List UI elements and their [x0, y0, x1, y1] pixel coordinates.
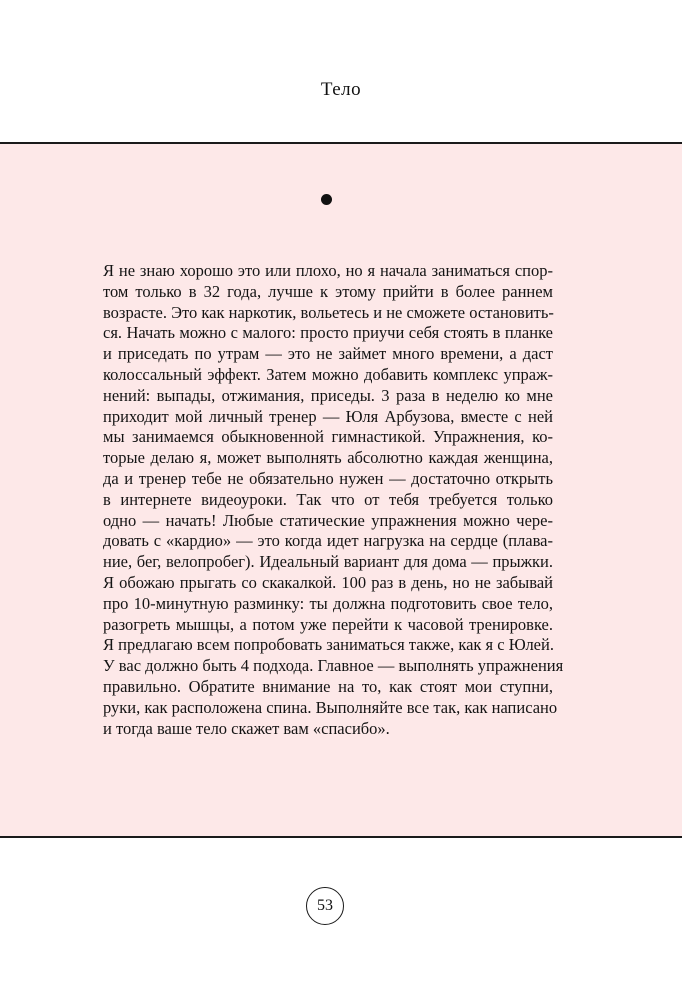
text-line: приходит мой личный тренер — Юля Арбузова, вместе с ней	[103, 406, 553, 426]
text-line: в интернете видеоуроки. Так что от тебя требуется только	[103, 489, 553, 509]
text-line: мы занимаемся обыкновенной гимнастикой. Упражнения, ко-	[103, 427, 553, 447]
text-line: Я не знаю хорошо это или плохо, но я начала заниматься спор-	[103, 261, 553, 280]
text-line: и приседать по утрам — это не займет много времени, а даст	[103, 344, 553, 364]
text-line: про 10-минутную разминку: ты должна подготовить свое тело,	[103, 593, 553, 613]
text-line: правильно. Обратите внимание на то, как стоят мои ступни,	[103, 676, 553, 696]
bullet-dot-icon	[321, 194, 332, 205]
text-line: торые делаю я, может выполнять абсолютно каждая женщина,	[103, 448, 553, 468]
text-line: ся. Начать можно с малого: просто приучи себя стоять в планке	[103, 323, 553, 343]
page-number-badge: 53	[306, 887, 344, 925]
text-line: разогреть мышцы, а потом уже перейти к часовой тренировке.	[103, 614, 553, 634]
text-line: нений: выпады, отжимания, приседы. 3 раза в неделю ко мне	[103, 385, 553, 405]
text-line: том только в 32 года, лучше к этому прийти в более раннем	[103, 281, 553, 301]
text-line: колоссальный эффект. Затем можно добавить комплекс упраж-	[103, 364, 553, 384]
text-line: У вас должно быть 4 подхода. Главное — выполнять упражнения	[103, 656, 564, 676]
text-line: ние, бег, велопробег). Идеальный вариант для дома — прыжки.	[103, 552, 553, 572]
text-line: возрасте. Это как наркотик, вольетесь и не сможете остановить-	[103, 302, 554, 322]
text-line: Я обожаю прыгать со скакалкой. 100 раз в день, но не забывай	[103, 572, 553, 592]
text-line: да и тренер тебе не обязательно нужен — достаточно открыть	[103, 468, 553, 488]
text-line: довать с «кардио» — это когда идет нагрузка на сердце (плава-	[103, 531, 553, 551]
text-line: и тогда ваше тело скажет вам «спасибо».	[103, 718, 390, 738]
text-line: одно — начать! Любые статические упражнения можно чере-	[103, 510, 553, 530]
running-header-title: Тело	[320, 79, 362, 100]
text-line: руки, как расположена спина. Выполняйте все так, как написано	[103, 697, 558, 717]
body-paragraph	[103, 261, 564, 739]
text-line: Я предлагаю всем попробовать заниматься также, как я с Юлей.	[103, 635, 554, 655]
